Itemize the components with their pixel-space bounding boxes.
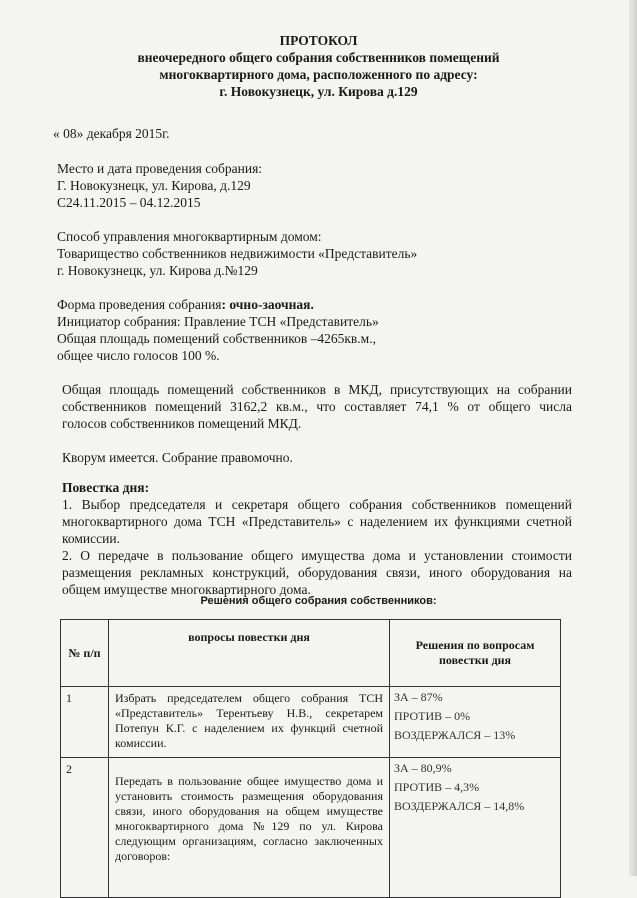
agenda-label: Повестка дня:	[62, 480, 150, 495]
result-against: ПРОТИВ – 4,3%	[394, 780, 480, 794]
row-results	[390, 758, 561, 898]
agenda-item1-line1: 1. Выбор председателя и секретаря общего собрания собственников помещений	[62, 497, 572, 512]
title-line-2: многоквартирного дома, расположенного по адресу:	[159, 67, 478, 82]
table-row	[61, 758, 561, 898]
attendance-line-3: голосов собственников помещений МКД.	[62, 416, 302, 431]
document-title: ПРОТОКОЛ	[279, 33, 358, 48]
initiator: Инициатор собрания: Правление ТСН «Представитель»	[57, 314, 379, 329]
row-results	[390, 687, 561, 758]
total-votes: общее число голосов 100 %.	[57, 348, 220, 363]
result-abstain: ВОЗДЕРЖАЛСЯ – 14,8%	[394, 799, 525, 813]
row-question: Передать в пользование общее имущество дома и установить стоимость размещения оборудования связи, иного оборудования на общем имуществе многоквартирного дома №129 по ул. Кирова следующим организациям, согласно заключенных договоров:	[109, 758, 390, 898]
management-address: г. Новокузнецк, ул. Кирова д.№129	[57, 263, 258, 278]
form-label: Форма проведения собрания	[57, 297, 222, 312]
total-area: Общая площадь помещений собственников –4265кв.м.,	[57, 331, 376, 346]
result-for: ЗА – 80,9%	[394, 761, 452, 775]
title-line-3: г. Новокузнецк, ул. Кирова д.129	[219, 84, 418, 99]
place-period: С24.11.2015 – 04.12.2015	[57, 195, 201, 210]
form-value: : очно-заочная.	[221, 297, 314, 312]
scan-edge-shadow	[629, 0, 637, 876]
row-question: Избрать председателем общего собрания ТСН «Представитель» Терентьеву Н.В., секретарем Потепун К.Г. с наделением их функций счетной комиссии.	[109, 687, 390, 758]
row-number: 1	[61, 687, 109, 758]
form-line	[57, 296, 314, 313]
decisions-table	[60, 619, 561, 898]
result-abstain: ВОЗДЕРЖАЛСЯ – 13%	[394, 728, 516, 742]
agenda-item2-line2: размещения рекламных конструкций, оборудования связи, иного оборудования на	[62, 565, 572, 580]
header-decisions: Решения по вопросам повестки дня	[390, 620, 561, 687]
header-number: № п/п	[61, 620, 109, 687]
title-line-1: внеочередного общего собрания собственников помещений	[137, 50, 500, 65]
quorum: Кворум имеется. Собрание правомочно.	[62, 450, 293, 465]
attendance-line-1: Общая площадь помещений собственников в МКД, присутствующих на собрании	[62, 382, 572, 397]
place-address: Г. Новокузнецк, ул. Кирова, д.129	[57, 178, 251, 193]
table-row	[61, 687, 561, 758]
agenda-item1-line3: комиссии.	[62, 531, 120, 546]
attendance-line-2: собственников помещений 3162,2 кв.м., что составляет 74,1 % от общего числа	[62, 399, 572, 414]
agenda-item2-line1: 2. О передаче в пользование общего имущества дома и установлении стоимости	[62, 548, 572, 563]
decisions-title: Решения общего собрания собственников:	[200, 595, 437, 607]
management-org: Товарищество собственников недвижимости «Представитель»	[57, 246, 418, 261]
row-number: 2	[61, 758, 109, 898]
agenda-item1-line2: многоквартирного дома ТСН «Представитель» с наделением их функциями счетной	[62, 514, 572, 529]
management-label: Способ управления многоквартирным домом:	[57, 229, 322, 244]
result-against: ПРОТИВ – 0%	[394, 709, 471, 723]
place-label: Место и дата проведения собрания:	[57, 161, 263, 176]
agenda-item2-line3: общем имуществе многоквартирного дома.	[62, 582, 311, 597]
protocol-date: « 08» декабря 2015г.	[53, 126, 170, 141]
result-for: ЗА – 87%	[394, 690, 443, 704]
table-header-row	[61, 620, 561, 687]
header-questions: вопросы повестки дня	[109, 620, 390, 687]
